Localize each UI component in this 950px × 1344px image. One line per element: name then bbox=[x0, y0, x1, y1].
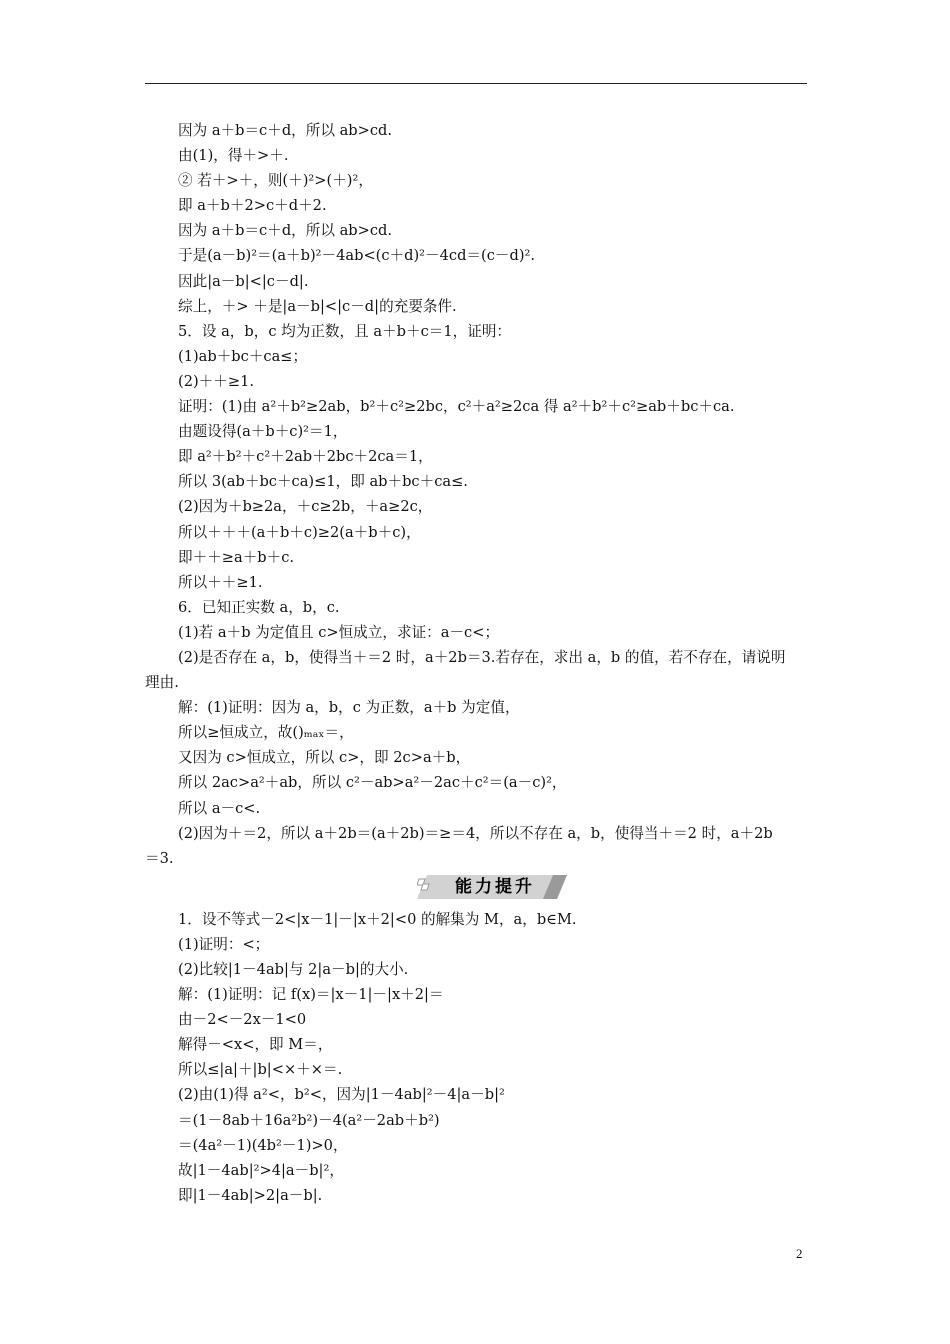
text-line: 5．设 a，b，c 均为正数，且 a＋b＋c＝1，证明： bbox=[178, 322, 512, 340]
text-line: 1．设不等式－2<|x－1|－|x＋2|<0 的解集为 M，a，b∈M. bbox=[178, 910, 577, 928]
document-body bbox=[145, 118, 810, 1208]
text-line: 所以≥恒成立，故()ₘₐₓ＝， bbox=[178, 724, 354, 742]
text-line: 综上，＋> ＋是|a－b|<|c－d|的充要条件. bbox=[178, 297, 457, 315]
text-line: 6．已知正实数 a，b，c. bbox=[178, 598, 340, 616]
text-line: ＝(4a²－1)(4b²－1)>0， bbox=[178, 1136, 348, 1154]
section-banner bbox=[145, 871, 810, 907]
text-line: 所以≤|a|＋|b|<×＋×＝. bbox=[178, 1061, 343, 1079]
text-line: 由(1)，得＋>＋. bbox=[178, 147, 289, 165]
text-line: 即 a²＋b²＋c²＋2ab＋2bc＋2ca＝1， bbox=[178, 448, 433, 466]
text-line: 因为 a＋b＝c＋d，所以 ab>cd. bbox=[178, 122, 393, 139]
section-title: 能力提升 bbox=[455, 876, 535, 897]
text-line: ＝3. bbox=[145, 849, 174, 867]
text-line: 证明：(1)由 a²＋b²≥2ab，b²＋c²≥2bc，c²＋a²≥2ca 得 a²＋b²＋c²≥ab＋bc＋ca. bbox=[178, 398, 735, 416]
page-number: 2 bbox=[796, 1246, 803, 1261]
text-line: 所以 a－c<. bbox=[178, 799, 261, 817]
text-line: (2)比较|1－4ab|与 2|a－b|的大小. bbox=[178, 961, 409, 978]
text-line: (2)＋＋≥1. bbox=[178, 372, 255, 390]
text-line: (2)因为＋＝2，所以 a＋2b＝(a＋2b)＝≥＝4，所以不存在 a，b，使得当＋＝2 时，a＋2b bbox=[178, 824, 773, 842]
text-line: 解：(1)证明：因为 a，b，c 为正数，a＋b 为定值， bbox=[178, 699, 520, 717]
text-line: 即＋＋≥a＋b＋c. bbox=[178, 548, 295, 566]
text-line: 理由. bbox=[145, 674, 179, 692]
text-line: 因此|a－b|<|c－d|. bbox=[178, 272, 309, 290]
exercise-solutions-block bbox=[145, 118, 810, 871]
text-line: 由－2<－2x－1<0 bbox=[178, 1011, 307, 1029]
text-line: 又因为 c>恒成立，所以 c>，即 2c>a＋b， bbox=[178, 749, 471, 767]
text-line: (2)因为＋b≥2a，＋c≥2b，＋a≥2c， bbox=[178, 498, 433, 516]
text-line: (2)由(1)得 a²<，b²<，因为|1－4ab|²－4|a－b|² bbox=[178, 1086, 505, 1104]
section-banner-graphic bbox=[417, 874, 567, 900]
header-rule bbox=[145, 83, 807, 84]
text-line: (1)证明：<； bbox=[178, 935, 270, 953]
text-line: 解：(1)证明：记 f(x)＝|x－1|－|x＋2|＝ bbox=[178, 986, 444, 1004]
text-line: 所以＋＋＋(a＋b＋c)≥2(a＋b＋c)， bbox=[178, 523, 421, 541]
text-line: 因为 a＋b＝c＋d，所以 ab>cd. bbox=[178, 222, 393, 240]
text-line: 由题设得(a＋b＋c)²＝1， bbox=[178, 423, 348, 441]
text-line: 所以 3(ab＋bc＋ca)≤1，即 ab＋bc＋ca≤. bbox=[178, 473, 468, 491]
text-line: 所以 2ac>a²＋ab，所以 c²－ab>a²－2ac＋c²＝(a－c)²， bbox=[178, 774, 567, 792]
text-line: 故|1－4ab|²>4|a－b|²， bbox=[178, 1161, 344, 1179]
text-line: 即|1－4ab|>2|a－b|. bbox=[178, 1186, 323, 1204]
text-line: 即 a＋b＋2>c＋d＋2. bbox=[178, 197, 327, 215]
text-line: ＝(1－8ab＋16a²b²)－4(a²－2ab＋b²) bbox=[178, 1111, 440, 1129]
text-line: (1)ab＋bc＋ca≤； bbox=[178, 347, 308, 365]
text-line: ② 若＋>＋，则(＋)²>(＋)²， bbox=[178, 172, 373, 190]
ability-section-block bbox=[145, 907, 810, 1208]
text-line: 所以＋＋≥1. bbox=[178, 573, 263, 591]
text-line: (1)若 a＋b 为定值且 c>恒成立，求证：a－c<； bbox=[178, 623, 500, 641]
text-line: 于是(a－b)²＝(a＋b)²－4ab<(c＋d)²－4cd＝(c－d)². bbox=[178, 247, 535, 265]
text-line: 解得－<x<，即 M＝， bbox=[178, 1036, 333, 1054]
text-line: (2)是否存在 a，b，使得当＋＝2 时，a＋2b＝3.若存在，求出 a，b 的值，若不存在，请说明 bbox=[178, 648, 786, 666]
